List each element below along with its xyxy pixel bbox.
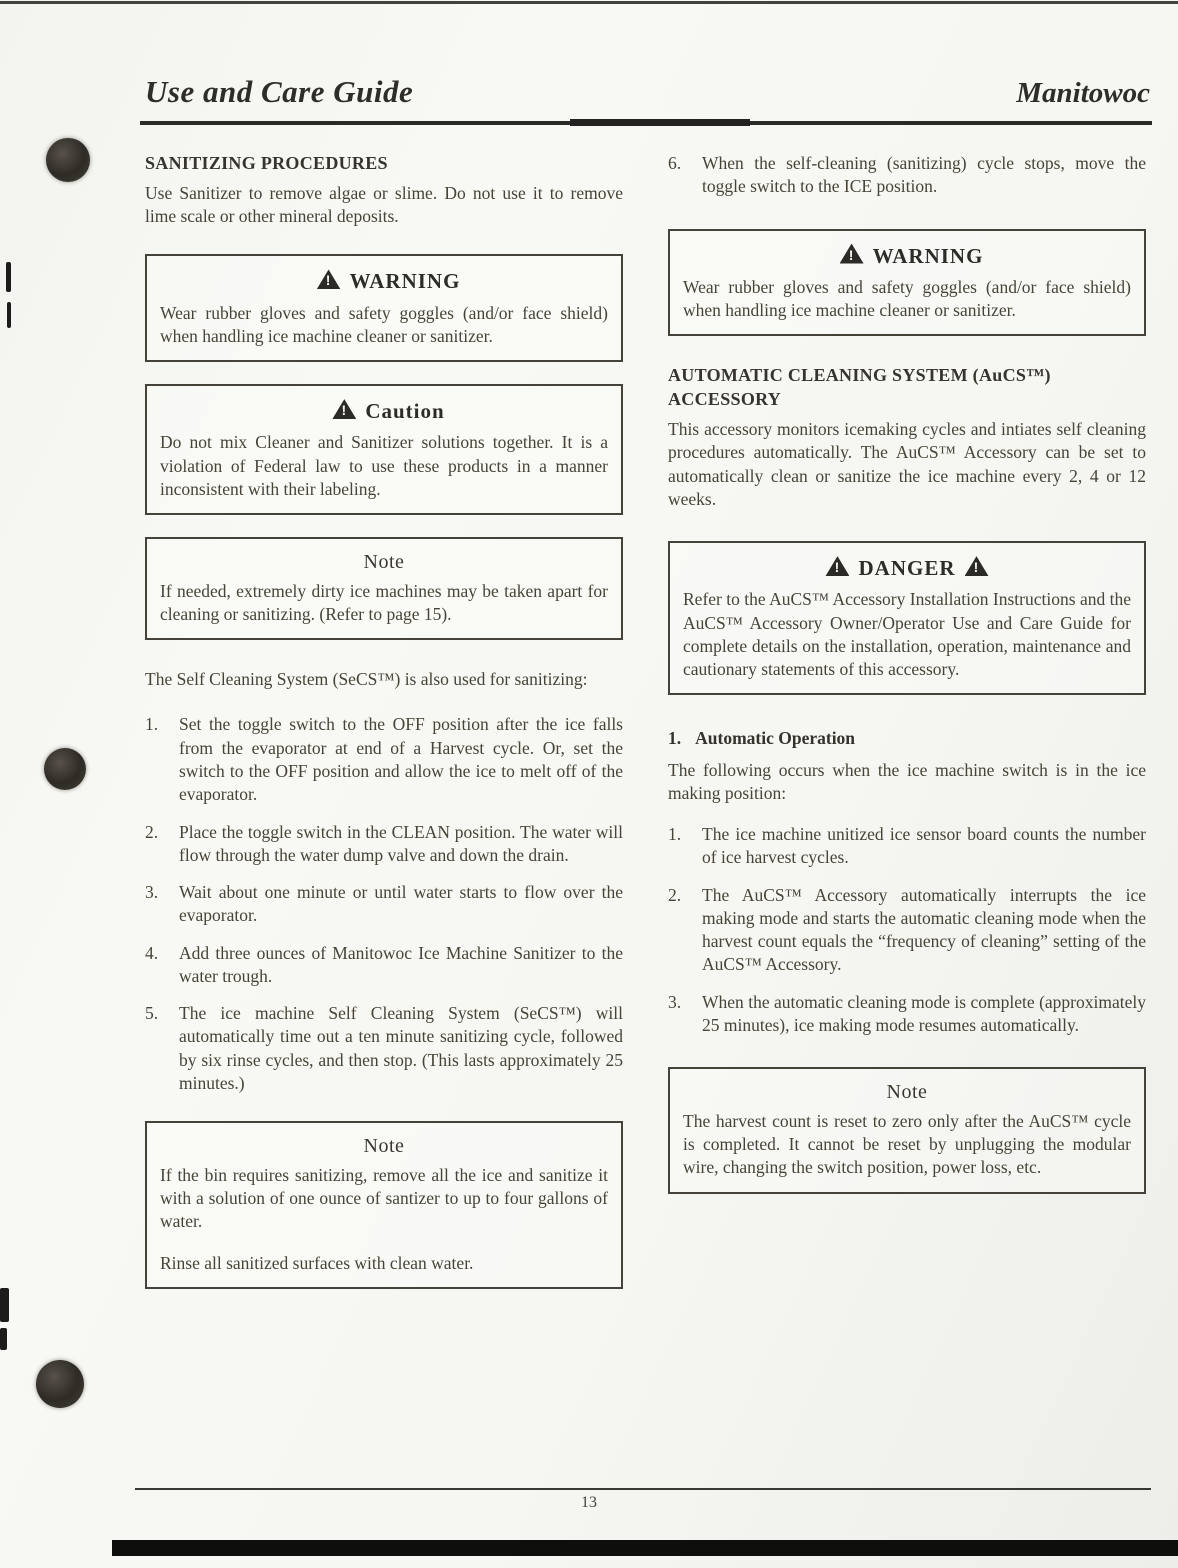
page-header: [145, 74, 1150, 110]
danger-box-title: !DANGER!: [683, 554, 1131, 583]
list-item: 2. The AuCS™ Accessory automatically interrupts the ice making mode and starts the automatic cleaning mode when the harvest count equals the “frequency of cleaning” setting of the AuCS™ Accessory.: [668, 884, 1146, 975]
list-item: 2. Place the toggle switch in the CLEAN position. The water will flow through the water dump valve and down the drain.: [145, 821, 623, 865]
secs-intro: The Self Cleaning System (SeCS™) is also used for sanitizing:: [145, 669, 588, 690]
auto-operation-heading: 1. Automatic Operation: [668, 728, 856, 749]
list-item: 3. When the automatic cleaning mode is complete (approximately 25 minutes), ice making mode resumes automatically.: [668, 991, 1146, 1035]
left-column: [145, 152, 623, 1311]
list-item: 1. Set the toggle switch to the OFF position after the ice falls from the evaporator at end of a Harvest cycle. Or, set the switch to the OFF position and allow the ice to melt off of the evaporator.: [145, 714, 623, 805]
danger-box: [668, 541, 1146, 695]
note-box-title: Note: [363, 551, 405, 574]
scan-bottom-bar: [112, 1540, 1178, 1556]
document-title: Use and Care Guide: [145, 74, 414, 109]
list-item: 5. The ice machine Self Cleaning System (SeCS™) will automatically time out a ten minute sanitizing cycle, followed by six rinse cycles, and then stop. (This lasts approximately 25 minutes.): [145, 1003, 623, 1093]
warning-icon: [317, 269, 341, 289]
warning-box: [145, 254, 623, 362]
sanitizing-steps: [145, 713, 623, 1095]
scan-spot: [46, 138, 90, 182]
warning-icon: [332, 399, 356, 419]
sanitizing-intro: Use Sanitizer to remove algae or slime. Do not use it to remove lime scale or other mineral deposits.: [145, 182, 623, 227]
note-box-body-2: Rinse all sanitized surfaces with clean water.: [160, 1252, 474, 1273]
warning-icon: [840, 244, 864, 264]
brand-title: Manitowoc: [1016, 77, 1150, 109]
note-box: [668, 1067, 1146, 1193]
scan-top-edge: [0, 1, 1178, 4]
note-box-title: Note: [363, 1135, 405, 1158]
auto-operation-intro: The following occurs when the ice machine switch is in the ice making position:: [668, 759, 1146, 803]
caution-box-title: !Caution: [160, 397, 608, 426]
section-title-aucs: AUTOMATIC CLEANING SYSTEM (AuCS™) ACCESSORY: [668, 365, 1051, 410]
footer-rule: [135, 1488, 1151, 1490]
scan-spot: [36, 1360, 84, 1408]
auto-operation-steps: [668, 823, 1146, 1037]
sanitizing-steps-continued: [668, 152, 1146, 199]
note-box: [145, 537, 623, 640]
scan-edge-mark: [7, 302, 11, 328]
scan-edge-mark: [0, 1288, 9, 1322]
note-box-title: Note: [886, 1081, 928, 1104]
note-box-body: If the bin requires sanitizing, remove all the ice and sanitize it with a solution of one ounce of santizer to up to four gallons of water.: [160, 1164, 608, 1232]
warning-icon: [965, 556, 989, 576]
right-column: [668, 152, 1146, 1216]
header-rule: [140, 121, 1152, 125]
caution-box: [145, 384, 623, 515]
warning-box-title: !WARNING: [683, 242, 1131, 271]
list-item: 4. Add three ounces of Manitowoc Ice Machine Sanitizer to the water trough.: [145, 942, 623, 986]
note-box-body: If needed, extremely dirty ice machines may be taken apart for cleaning or sanitizing. (Refer to page 15).: [160, 580, 608, 624]
aucs-intro: This accessory monitors icemaking cycles and intiates self cleaning procedures automatically. The AuCS™ Accessory can be set to automatically clean or sanitize the ice machine every 2, 4 or 12 weeks.: [668, 419, 1146, 509]
scan-edge-mark: [0, 1328, 7, 1350]
warning-box-body: Wear rubber gloves and safety goggles (and/or face shield) when handling ice machine cleaner or sanitizer.: [683, 276, 1131, 320]
caution-box-body: Do not mix Cleaner and Sanitizer solutions together. It is a violation of Federal law to use these products in a manner inconsistent with their labeling.: [160, 432, 608, 499]
list-item: 3. Wait about one minute or until water starts to flow over the evaporator.: [145, 882, 623, 926]
note-box: [145, 1121, 623, 1289]
section-title-sanitizing: SANITIZING PROCEDURES: [145, 153, 388, 173]
scan-edge-mark: [6, 262, 11, 292]
warning-box-body: Wear rubber gloves and safety goggles (and/or face shield) when handling ice machine cleaner or sanitizer.: [160, 302, 608, 346]
list-item: 1. The ice machine unitized ice sensor board counts the number of ice harvest cycles.: [668, 824, 1146, 868]
warning-icon: [825, 556, 849, 576]
page-number: 13: [581, 1494, 597, 1511]
warning-box: [668, 229, 1146, 337]
list-item: 6. When the self-cleaning (sanitizing) cycle stops, move the toggle switch to the ICE position.: [668, 153, 1146, 197]
scan-spot: [44, 748, 86, 790]
danger-box-body: Refer to the AuCS™ Accessory Installation Instructions and the AuCS™ Accessory Owner/Operator Use and Care Guide for complete details on the installation, operation, maintenance and cautionary statements of this accessory.: [683, 589, 1131, 680]
warning-box-title: !WARNING: [160, 267, 608, 296]
note-box-body: The harvest count is reset to zero only after the AuCS™ cycle is completed. It cannot be reset by unplugging the modular wire, changing the switch position, power loss, etc.: [683, 1110, 1131, 1178]
